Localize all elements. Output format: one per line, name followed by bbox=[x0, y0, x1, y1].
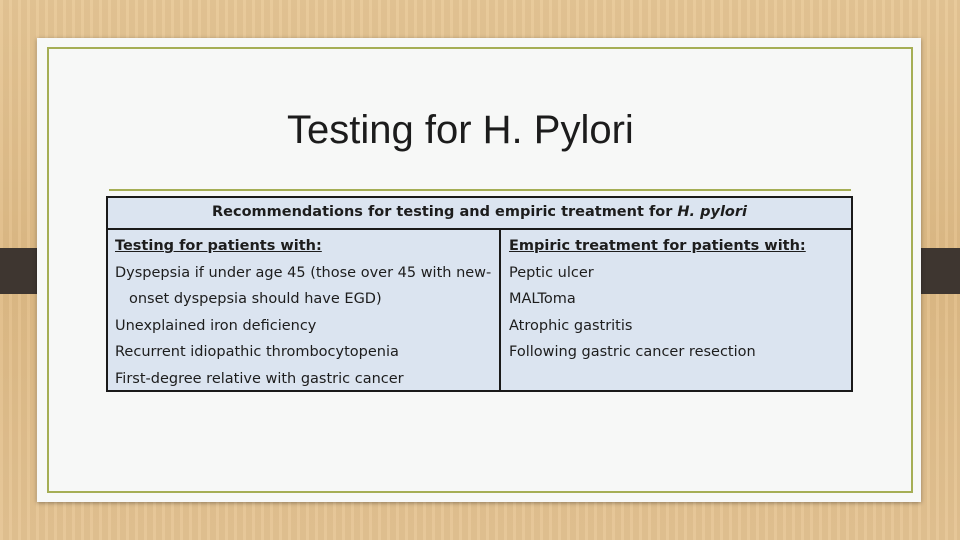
list-item: Recurrent idiopathic thrombocytopenia bbox=[115, 344, 399, 361]
list-item: onset dyspepsia should have EGD) bbox=[129, 291, 382, 308]
list-item: Unexplained iron deficiency bbox=[115, 317, 317, 334]
list-item: Atrophic gastritis bbox=[509, 317, 633, 334]
list-item: Dyspepsia if under age 45 (those over 45 with new- bbox=[115, 264, 492, 281]
list-item: MALToma bbox=[509, 291, 576, 308]
empiric-column-heading: Empiric treatment for patients with: bbox=[509, 238, 806, 254]
testing-column-heading: Testing for patients with: bbox=[115, 238, 322, 254]
empiric-treatment-column bbox=[503, 230, 851, 390]
slide-title: Testing for H. Pylori bbox=[287, 108, 634, 152]
table-body bbox=[108, 230, 851, 390]
list-item: First-degree relative with gastric cancer bbox=[115, 370, 404, 387]
table-header bbox=[108, 198, 851, 230]
testing-column bbox=[108, 230, 501, 390]
list-item: Following gastric cancer resection bbox=[509, 344, 756, 361]
list-item: Peptic ulcer bbox=[509, 264, 594, 281]
table-header-italic: H. pylori bbox=[677, 204, 747, 220]
recommendations-table bbox=[106, 196, 853, 392]
slide-panel bbox=[37, 38, 921, 502]
table-header-text: Recommendations for testing and empiric treatment for bbox=[212, 204, 678, 220]
title-underline-rule bbox=[109, 189, 851, 191]
